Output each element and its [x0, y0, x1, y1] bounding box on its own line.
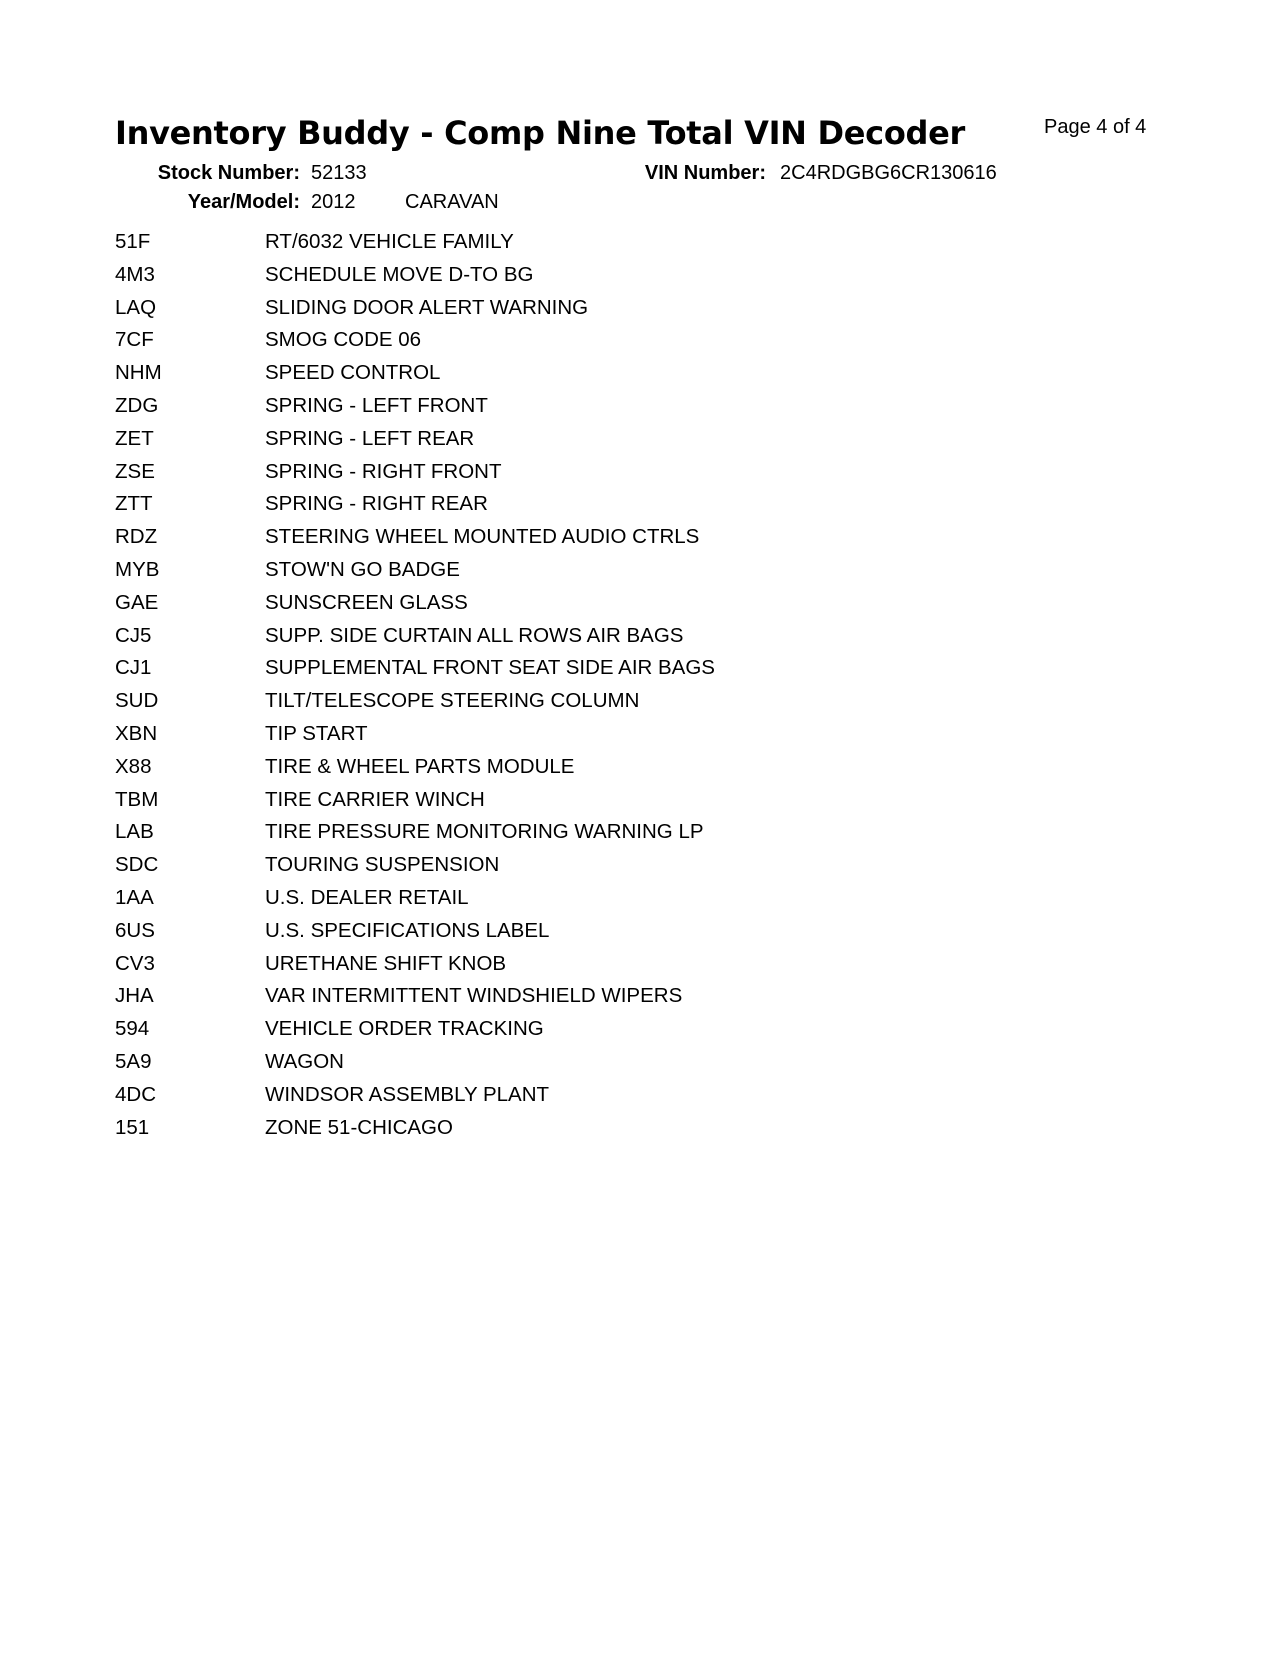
- option-code: ZSE: [115, 459, 155, 483]
- option-description: TIRE PRESSURE MONITORING WARNING LP: [265, 820, 704, 844]
- option-code: MYB: [115, 557, 160, 581]
- option-description: SPRING - RIGHT FRONT: [265, 459, 502, 483]
- option-code: 4M3: [115, 262, 155, 286]
- option-code: JHA: [115, 984, 154, 1008]
- stock-number-value: 52133: [311, 162, 367, 184]
- option-code: RDZ: [115, 525, 158, 549]
- option-description: RT/6032 VEHICLE FAMILY: [265, 230, 514, 253]
- option-code: CV3: [115, 951, 155, 975]
- option-description: VEHICLE ORDER TRACKING: [265, 1017, 544, 1041]
- option-code: 7CF: [115, 328, 154, 352]
- option-description: SMOG CODE 06: [265, 328, 422, 352]
- option-code: SDC: [115, 853, 159, 877]
- option-code: SUD: [115, 689, 159, 713]
- option-code: GAE: [115, 590, 159, 614]
- option-code: LAQ: [115, 295, 157, 319]
- option-code: TBM: [115, 787, 159, 811]
- option-description: TOURING SUSPENSION: [265, 853, 500, 877]
- option-description: U.S. DEALER RETAIL: [265, 885, 469, 909]
- document-title: Inventory Buddy - Comp Nine Total VIN Decoder: [115, 114, 966, 152]
- option-description: SUPP. SIDE CURTAIN ALL ROWS AIR BAGS: [265, 623, 684, 647]
- option-description: VAR INTERMITTENT WINDSHIELD WIPERS: [265, 984, 683, 1008]
- option-code: 151: [115, 1115, 150, 1139]
- option-description: TIP START: [265, 721, 368, 745]
- option-description: STEERING WHEEL MOUNTED AUDIO CTRLS: [265, 525, 700, 549]
- option-code: ZDG: [115, 393, 159, 417]
- option-description: SPEED CONTROL: [265, 361, 441, 385]
- option-code: NHM: [115, 361, 162, 385]
- option-code: 51F: [115, 230, 151, 253]
- option-code: ZET: [115, 426, 154, 450]
- vin-number-label: VIN Number:: [644, 162, 766, 184]
- option-code: CJ5: [115, 623, 152, 647]
- option-description: SUNSCREEN GLASS: [265, 590, 468, 614]
- vin-number-value: 2C4RDGBG6CR130616: [780, 162, 997, 184]
- option-description: SCHEDULE MOVE D-TO BG: [265, 262, 534, 286]
- option-code: X88: [115, 754, 152, 778]
- option-description: SUPPLEMENTAL FRONT SEAT SIDE AIR BAGS: [265, 656, 715, 680]
- option-description: TIRE & WHEEL PARTS MODULE: [265, 754, 575, 778]
- option-description: SLIDING DOOR ALERT WARNING: [265, 295, 589, 319]
- option-code: CJ1: [115, 656, 152, 680]
- option-code: 6US: [115, 918, 155, 942]
- option-description: SPRING - LEFT FRONT: [265, 393, 488, 417]
- option-description: URETHANE SHIFT KNOB: [265, 951, 507, 975]
- page-indicator: Page 4 of 4: [1044, 116, 1147, 138]
- option-description: TILT/TELESCOPE STEERING COLUMN: [265, 689, 640, 713]
- option-description: WINDSOR ASSEMBLY PLANT: [265, 1082, 550, 1106]
- option-description: SPRING - RIGHT REAR: [265, 492, 488, 516]
- option-description: TIRE CARRIER WINCH: [265, 787, 485, 811]
- option-code: 4DC: [115, 1082, 157, 1106]
- option-description: ZONE 51-CHICAGO: [265, 1115, 453, 1139]
- option-code: 594: [115, 1017, 150, 1041]
- stock-number-label: Stock Number:: [157, 162, 300, 184]
- option-description: WAGON: [265, 1049, 344, 1073]
- option-code: 1AA: [115, 885, 154, 909]
- option-description: STOW'N GO BADGE: [265, 557, 460, 581]
- model-value: CARAVAN: [405, 191, 499, 213]
- option-code: ZTT: [115, 492, 153, 516]
- option-description: U.S. SPECIFICATIONS LABEL: [265, 918, 550, 942]
- option-code: XBN: [115, 721, 158, 745]
- year-value: 2012: [311, 191, 356, 213]
- option-description: SPRING - LEFT REAR: [265, 426, 475, 450]
- year-model-label: Year/Model:: [187, 191, 300, 213]
- option-code: 5A9: [115, 1049, 152, 1073]
- option-code: LAB: [115, 820, 154, 844]
